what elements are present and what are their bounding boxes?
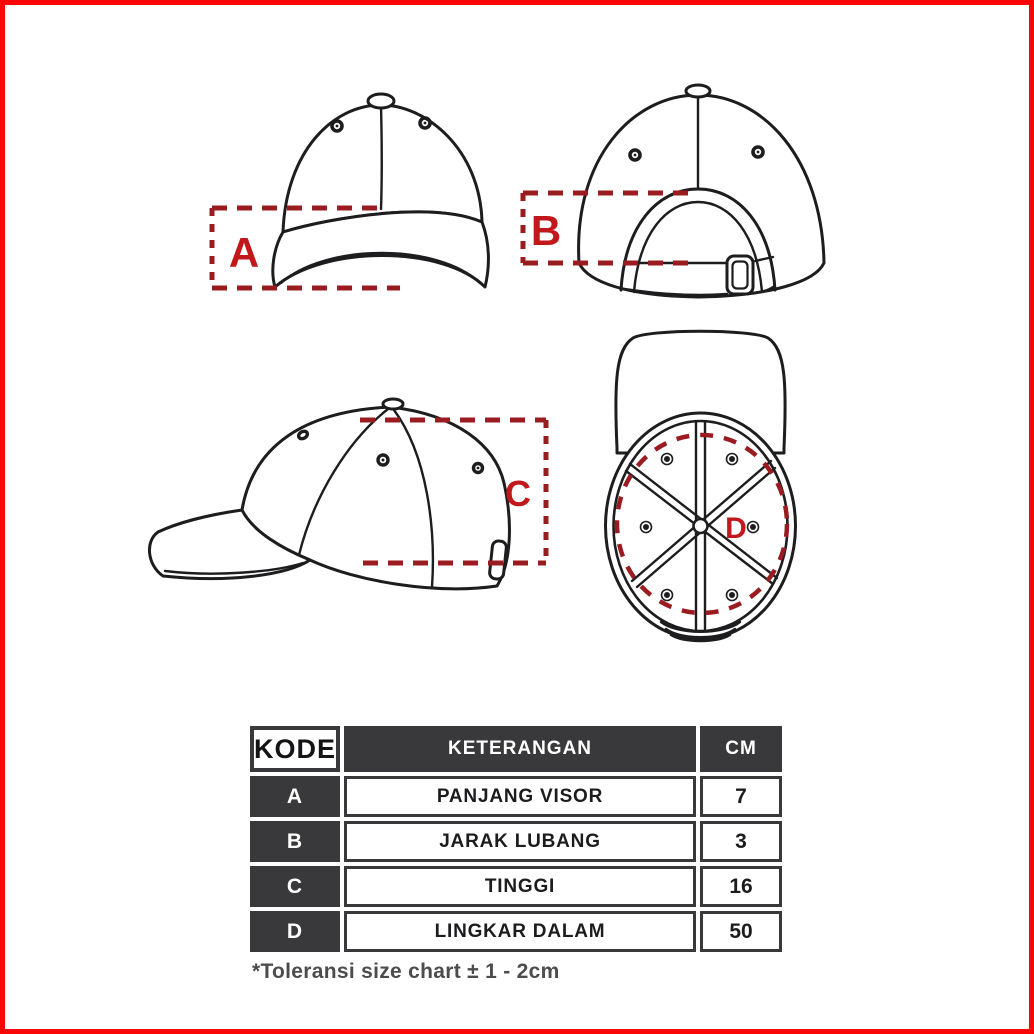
- table-row-cm: 7: [700, 776, 782, 817]
- cap-bottom-view-illustration: [583, 323, 928, 668]
- cap-button: [686, 85, 710, 97]
- table-row-keterangan: PANJANG VISOR: [344, 776, 696, 817]
- annotation-label-d: D: [725, 512, 747, 545]
- cap-front-view-illustration: [198, 75, 533, 310]
- size-table: [250, 726, 782, 952]
- table-row-keterangan: JARAK LUBANG: [344, 821, 696, 862]
- strap-tab: [489, 540, 507, 579]
- table-row-cm: 16: [700, 866, 782, 907]
- cap-button: [368, 94, 394, 108]
- table-row-cm: 50: [700, 911, 782, 952]
- table-row-keterangan: TINGGI: [344, 866, 696, 907]
- table-header-keterangan: KETERANGAN: [344, 726, 696, 772]
- center-vent: [694, 519, 708, 533]
- table-row-kode: B: [250, 821, 340, 862]
- cap-back-view-illustration: [515, 68, 890, 328]
- table-row-kode: A: [250, 776, 340, 817]
- tolerance-footnote: *Toleransi size chart ± 1 - 2cm: [252, 960, 560, 983]
- table-row-cm: 3: [700, 821, 782, 862]
- cap-side-view-illustration: [135, 383, 565, 628]
- cap-button: [383, 399, 403, 409]
- table-header-kode: KODE: [250, 726, 340, 772]
- annotation-label-a: A: [228, 229, 260, 276]
- table-row-kode: D: [250, 911, 340, 952]
- table-header-cm: CM: [700, 726, 782, 772]
- annotation-label-c: C: [505, 473, 531, 514]
- table-row-keterangan: LINGKAR DALAM: [344, 911, 696, 952]
- table-row-kode: C: [250, 866, 340, 907]
- annotation-label-b: B: [530, 207, 562, 254]
